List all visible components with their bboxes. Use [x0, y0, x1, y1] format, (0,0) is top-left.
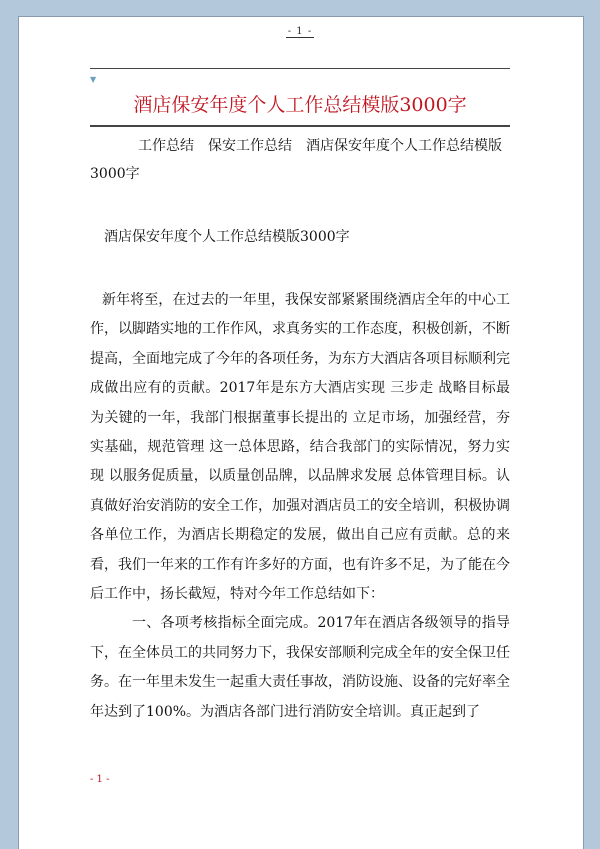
- paragraph: 新年将至，在过去的一年里，我保安部紧紧围绕酒店全年的中心工作，以脚踏实地的工作作风，求真务实的工作态度，积极创新，不断提高，全面地完成了今年的各项任务，为东方大酒店各项目标顺利完成做出应有的贡献。2017年是东方大酒店实现 三步走 战略目标最为关键的一年，我部门根据董事长提出的 立足市场，加强经营，夯实基础，规范管理 这一总体思路，结合我部门的实际情况，努力实现 以服务促质量，以质量创品牌，以品牌求发展 总体管理目标。认真做好治安消防的安全工作，加强对酒店员工的安全培训，积极协调各单位工作，为酒店长期稳定的发展，做出自己应有贡献。总的来看，我们一年来的工作有许多好的方面，也有许多不足，为了能在今后工作中，扬长截短，特对今年工作总结如下：: [90, 292, 510, 603]
- tag-item: 工作总结: [138, 138, 194, 154]
- paragraph: 一、各项考核指标全面完成。2017年在酒店各级领导的指导下，在全体员工的共同努力下，我保安部顺利完成全年的安全保卫任务。在一年里未发生一起重大责任事故，消防设施、设备的完好率全年达到了100%。为酒店各部门进行消防安全培训。真正起到了: [90, 615, 510, 720]
- header-divider: [90, 68, 510, 69]
- title-divider: [90, 125, 510, 127]
- document-body: [90, 286, 510, 727]
- tag-item: 保安工作总结: [208, 138, 292, 154]
- footer-page-number: - 1 -: [90, 774, 110, 785]
- document-title: 酒店保安年度个人工作总结模版3000字: [133, 94, 467, 116]
- tag-item: 酒店保安年度个人工作总结模版3000字: [90, 138, 502, 182]
- tag-line: [90, 132, 510, 188]
- bookmark-icon: ▼: [90, 75, 97, 84]
- header-page-number: - 1 -: [287, 26, 313, 37]
- document-subtitle: 酒店保安年度个人工作总结模版3000字: [104, 229, 350, 245]
